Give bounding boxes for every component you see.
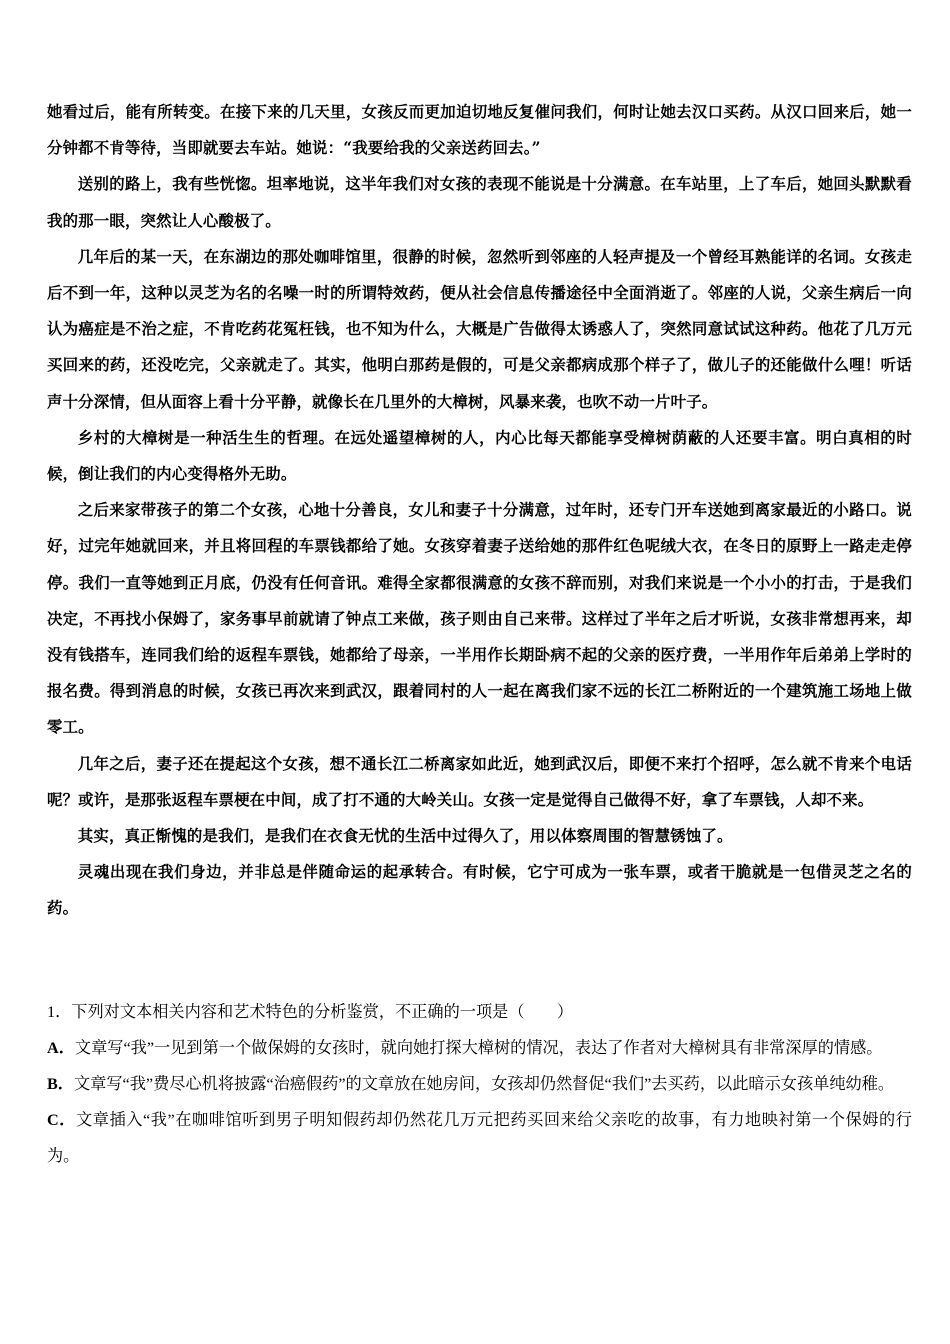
passage-paragraph-4: 乡村的大樟树是一种活生生的哲理。在远处遥望樟树的人，内心比每天都能享受樟树荫蔽的人还要丰富。明白真相的时候，倒让我们的内心变得格外无助。: [47, 428, 912, 484]
option-c[interactable]: [47, 1102, 912, 1174]
option-b[interactable]: [47, 1066, 912, 1102]
option-c-letter: C．: [47, 1111, 77, 1129]
option-a-text: 文章写“我”一见到第一个做保姆的女孩时，就向她打探大樟树的情况，表达了作者对大樟树具有非常深厚的情感。: [74, 1039, 883, 1057]
passage-paragraph-8: 灵魂出现在我们身边，并非总是伴随命运的起承转合。有时候，它宁可成为一张车票，或者干脆就是一包借灵芝之名的药。: [47, 863, 912, 918]
passage-paragraph-5: 之后来家带孩子的第二个女孩，心地十分善良，女儿和妻子十分满意，过年时，还专门开车送她到离家最近的小路口。说好，过完年她就回来，并且将回程的车票钱都给了她。女孩穿着妻子送给她的那件红色呢绒大衣，在冬日的原野上一路走走停停。我们一直等她到正月底，仍没有任何音讯。难得全家都很满意的女孩不辞而别，对我们来说是一个小小的打击，于是我们决定，不再找小保姆了，家务事早前就请了钟点工来做，孩子则由自己来带。这样过了半年之后才听说，女孩非常想再来，却没有钱搭车，连同我们给的返程车票钱，她都给了母亲，一半用作长期卧病不起的父亲的医疗费，一半用作年后弟弟上学时的报名费。得到消息的时候，女孩已再次来到武汉，跟着同村的人一起在离我们家不远的长江二桥附近的一个建筑施工场地上做零工。: [47, 501, 912, 737]
option-a-letter: A．: [47, 1039, 75, 1057]
passage-paragraph-1: 她看过后，能有所转变。在接下来的几天里，女孩反而更加迫切地反复催问我们，何时让她去汉口买药。从汉口回来后，她一分钟都不肯等待，当即就要去车站。她说：“我要给我的父亲送药回去。”: [47, 103, 912, 158]
passage-paragraph-7: 其实，真正惭愧的是我们，是我们在衣食无忧的生活中过得久了，用以体察周围的智慧锈蚀了。: [77, 827, 733, 846]
option-b-text: 文章写“我”费尽心机将披露“治癌假药”的文章放在她房间，女孩却仍然督促“我们”去买药，以此暗示女孩单纯幼稚。: [73, 1075, 895, 1093]
passage-paragraph-2: 送别的路上，我有些恍惚。坦率地说，这半年我们对女孩的表现不能说是十分满意。在车站里，上了车后，她回头默默看我的那一眼，突然让人心酸极了。: [47, 175, 912, 230]
option-c-text: 文章插入“我”在咖啡馆听到男子明知假药却仍然花几万元把药买回来给父亲吃的故事，有力地映衬第一个保姆的行为。: [47, 1111, 912, 1165]
question-stem: 1．下列对文本相关内容和艺术特色的分析鉴赏，不正确的一项是（ ）: [47, 1003, 574, 1021]
passage-paragraph-3: 几年后的某一天，在东湖边的那处咖啡馆里，很静的时候，忽然听到邻座的人轻声提及一个曾经耳熟能详的名词。女孩走后不到一年，这种以灵芝为名的名噪一时的所谓特效药，便从社会信息传播途径中全面消逝了。邻座的人说，父亲生病后一向认为癌症是不治之症，不肯吃药花冤枉钱，也不知为什么，大概是广告做得太诱惑人了，突然同意试试这种药。他花了几万元买回来的药，还没吃完，父亲就走了。其实，他明白那药是假的，可是父亲都病成那个样子了，做儿子的还能做什么哩！听话声十分深情，但从面容上看十分平静，就像长在几里外的大樟树，风暴来袭，也吹不动一片叶子。: [47, 247, 912, 411]
reading-passage: [47, 94, 912, 927]
option-a[interactable]: [47, 1030, 912, 1066]
option-b-letter: B．: [47, 1075, 74, 1093]
question-1: [47, 994, 912, 1174]
passage-paragraph-6: 几年之后，妻子还在提起这个女孩，想不通长江二桥离家如此近，她到武汉后，即便不来打个招呼，怎么就不肯来个电话呢？或许，是那张返程车票梗在中间，成了打不通的大岭关山。女孩一定是觉得自己做得不好，拿了车票钱，人却不来。: [47, 754, 912, 809]
